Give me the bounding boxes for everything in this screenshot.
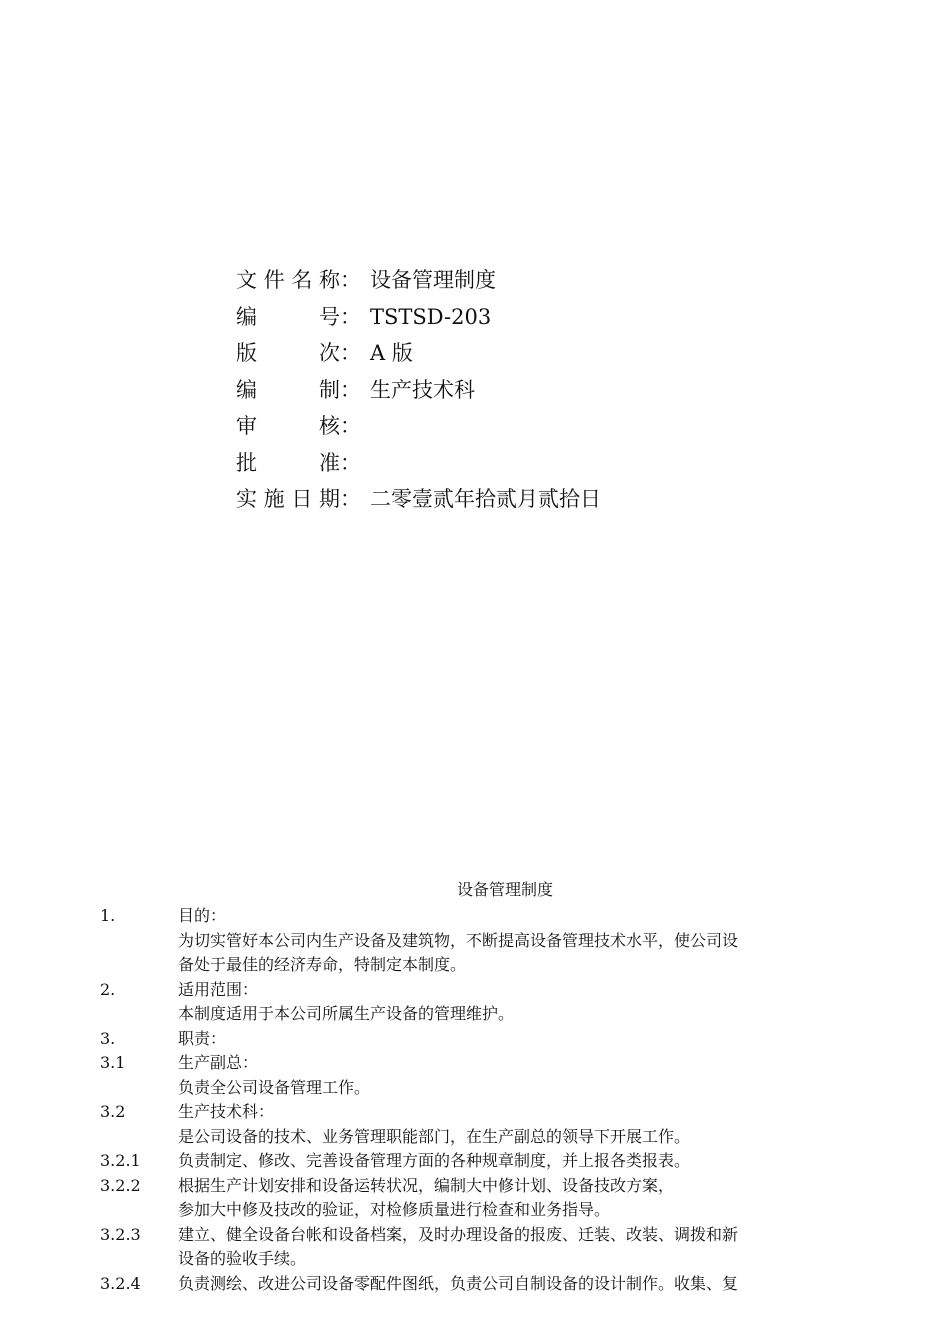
section-text: 生产副总： bbox=[178, 1053, 259, 1072]
body-line bbox=[100, 1027, 870, 1052]
cover-value: 设备管理制度 bbox=[370, 268, 496, 292]
cover-colon: ： bbox=[340, 450, 361, 475]
section-text: 负责测绘、改进公司设备零配件图纸，负责公司自制设备的设计制作。收集、复 bbox=[178, 1273, 739, 1293]
body-line bbox=[100, 1149, 870, 1174]
body-line bbox=[100, 929, 870, 954]
cover-value: A 版 bbox=[370, 341, 413, 365]
cover-label: 实施日期 bbox=[236, 487, 340, 511]
section-text: 目的： bbox=[178, 906, 227, 925]
cover-label: 编制 bbox=[236, 377, 340, 402]
body-line bbox=[100, 1272, 870, 1297]
cover-row-approved-by bbox=[236, 445, 876, 482]
section-number: 3.2.4 bbox=[100, 1273, 141, 1293]
section-text: 职责： bbox=[178, 1028, 227, 1048]
cover-colon: ： bbox=[340, 377, 361, 402]
cover-label: 文件名称 bbox=[236, 268, 340, 292]
cover-colon: ： bbox=[340, 341, 361, 365]
body-line bbox=[100, 1100, 870, 1125]
cover-row-prepared-by bbox=[236, 372, 876, 409]
section-text: 设备的验收手续。 bbox=[178, 1249, 307, 1268]
section-number bbox=[100, 1198, 178, 1223]
cover-row-edition bbox=[236, 335, 876, 372]
section-text: 是公司设备的技术、业务管理职能部门，在生产副总的领导下开展工作。 bbox=[178, 1126, 691, 1146]
section-number bbox=[100, 1002, 178, 1027]
section-number bbox=[100, 929, 178, 954]
cover-colon: ： bbox=[340, 268, 361, 292]
cover-row-reviewed-by bbox=[236, 408, 876, 445]
section-number: 3.2.2 bbox=[100, 1175, 141, 1195]
cover-info-block bbox=[236, 262, 876, 518]
section-text: 备处于最佳的经济寿命，特制定本制度。 bbox=[178, 955, 467, 974]
cover-label: 版次 bbox=[236, 341, 340, 365]
body-line bbox=[100, 978, 870, 1003]
section-number: 2. bbox=[100, 979, 116, 999]
section-text: 生产技术科： bbox=[178, 1102, 275, 1121]
body-line bbox=[100, 1198, 870, 1223]
document-title: 设备管理制度 bbox=[456, 880, 553, 899]
section-number bbox=[100, 953, 178, 978]
cover-row-effective-date bbox=[236, 481, 876, 518]
body-line bbox=[100, 1174, 870, 1199]
section-number: 1. bbox=[100, 906, 116, 925]
cover-label: 编号 bbox=[236, 304, 340, 329]
section-text: 负责制定、修改、完善设备管理方面的各种规章制度，并上报各类报表。 bbox=[178, 1151, 691, 1170]
section-number bbox=[100, 1125, 178, 1150]
body-line bbox=[100, 1002, 870, 1027]
section-number: 3.2.3 bbox=[100, 1224, 141, 1244]
cover-colon: ： bbox=[340, 304, 361, 329]
body-line bbox=[100, 904, 870, 929]
section-number bbox=[100, 1247, 178, 1272]
body-line bbox=[100, 1223, 870, 1248]
cover-label: 批准 bbox=[236, 450, 340, 475]
body-line bbox=[100, 953, 870, 978]
body-line bbox=[100, 1125, 870, 1150]
document-body bbox=[100, 904, 870, 1296]
cover-label: 审核 bbox=[236, 414, 340, 438]
section-text: 根据生产计划安排和设备运转状况，编制大中修计划、设备技改方案， bbox=[178, 1175, 675, 1195]
section-number: 3.2 bbox=[100, 1102, 126, 1121]
section-text: 为切实管好本公司内生产设备及建筑物，不断提高设备管理技术水平，使公司设 bbox=[178, 930, 739, 950]
cover-colon: ： bbox=[340, 487, 361, 511]
cover-colon: ： bbox=[340, 414, 361, 438]
body-line bbox=[100, 1051, 870, 1076]
section-text: 适用范围： bbox=[178, 979, 259, 999]
section-number bbox=[100, 1076, 178, 1101]
cover-row-file-name bbox=[236, 262, 876, 299]
section-number: 3. bbox=[100, 1028, 116, 1048]
cover-value: TSTSD-203 bbox=[370, 304, 492, 329]
cover-value: 生产技术科 bbox=[370, 377, 475, 402]
section-text: 参加大中修及技改的验证，对检修质量进行检查和业务指导。 bbox=[178, 1200, 611, 1219]
section-text: 建立、健全设备台帐和设备档案，及时办理设备的报废、迁装、改装、调拨和新 bbox=[178, 1224, 739, 1244]
section-number: 3.2.1 bbox=[100, 1151, 141, 1170]
cover-row-number bbox=[236, 299, 876, 336]
section-text: 本制度适用于本公司所属生产设备的管理维护。 bbox=[178, 1004, 515, 1023]
cover-value: 二零壹贰年拾贰月贰拾日 bbox=[370, 487, 601, 511]
section-text: 负责全公司设备管理工作。 bbox=[178, 1077, 371, 1097]
section-number: 3.1 bbox=[100, 1053, 126, 1072]
body-line bbox=[100, 1076, 870, 1101]
body-line bbox=[100, 1247, 870, 1272]
